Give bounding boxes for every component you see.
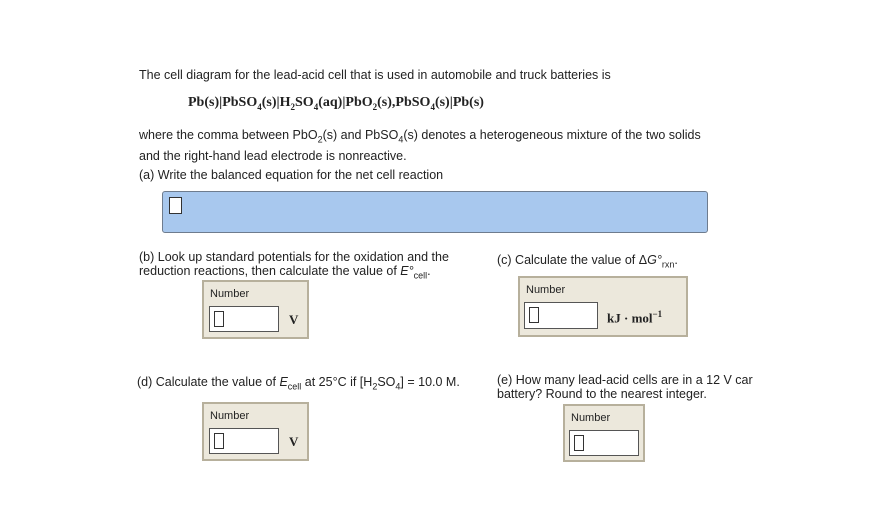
part-b-number-input[interactable] <box>209 306 279 332</box>
number-label: Number <box>210 410 250 422</box>
number-label: Number <box>526 284 566 296</box>
number-label: Number <box>571 412 611 424</box>
cursor-placeholder <box>574 435 584 451</box>
number-label: Number <box>210 288 250 300</box>
part-e-answer-panel <box>563 404 645 462</box>
part-b-answer-panel <box>202 280 309 339</box>
description-text: where the comma between PbO$_2$(s) and PbSO$_4$(s) denotes a heterogeneous mixture of the two solids and the right-hand lead electrode is nonreactive. <box>139 128 701 163</box>
unit-label: V <box>289 434 299 449</box>
intro-text: The cell diagram for the lead-acid cell that is used in automobile and truck batteries is <box>139 68 611 82</box>
part-d-number-input[interactable] <box>209 428 279 454</box>
part-e-label: (e) How many lead-acid cells are in a 12 V car battery? Round to the nearest integer. <box>497 373 753 401</box>
part-a-label: (a) Write the balanced equation for the net cell reaction <box>139 168 444 182</box>
part-d-label: (d) Calculate the value of $E_{cell}$ at 25°C if $[H_2SO_4] = 10.0$ M. <box>137 375 460 392</box>
cursor-placeholder <box>529 307 539 323</box>
equation-editor-field[interactable] <box>162 191 708 233</box>
part-e-number-input[interactable] <box>569 430 639 456</box>
part-d-answer-panel <box>202 402 309 461</box>
cursor-placeholder <box>214 433 224 449</box>
part-c-answer-panel <box>518 276 688 337</box>
unit-label: kJ · mol$^{-1}$ <box>607 309 663 326</box>
unit-label: V <box>289 312 299 327</box>
part-b-label: (b) Look up standard potentials for the oxidation and the reduction reactions, then calculate the value of $E^\circ_{cell}$. <box>139 250 449 281</box>
part-c-number-input[interactable] <box>524 302 598 329</box>
cursor-placeholder <box>169 197 182 214</box>
cell-diagram: $Pb(s)|PbSO_4(s)|H_2SO_4(aq)|PbO_2(s),PbSO_4(s)|Pb(s)$ <box>188 95 484 112</box>
part-c-label: (c) Calculate the value of $\Delta G^\circ_{rxn}$. <box>497 253 678 270</box>
cursor-placeholder <box>214 311 224 327</box>
